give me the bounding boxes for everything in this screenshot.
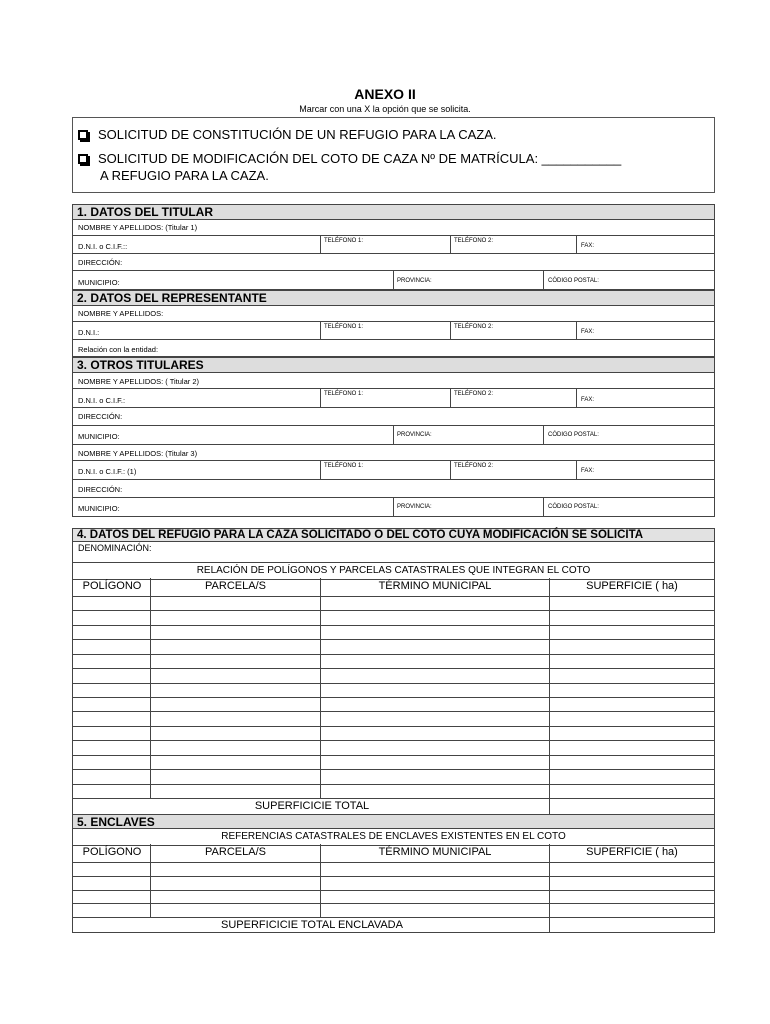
checkbox-icon[interactable] [78,130,88,140]
option-modificacion[interactable] [78,151,621,166]
s4-col-superficie: SUPERFICIE ( ha) [586,580,678,592]
s5-col-parcela: PARCELA/S [205,846,266,858]
table-row-line [72,740,715,741]
s4-relacion-caption: RELACIÓN DE POLÍGONOS Y PARCELAS CATASTRALES QUE INTEGRAN EL COTO [196,565,591,576]
divider [543,271,544,290]
s3-fax2-label: FAX: [581,397,595,403]
s3-cp3-label: CÓDIGO POSTAL: [548,504,599,510]
s2-dni-row[interactable] [72,322,715,340]
column-divider [549,578,550,798]
column-divider [320,844,321,917]
table-row-line [72,784,715,785]
option-line2: A REFUGIO PARA LA CAZA. [100,168,269,183]
divider [450,322,451,340]
page-title: ANEXO II [354,86,416,102]
s1-fax-label: FAX: [581,243,595,249]
s2-nombre-row[interactable] [72,306,715,322]
table-row-line [72,610,715,611]
divider [450,461,451,480]
option-label: SOLICITUD DE CONSTITUCIÓN DE UN REFUGIO PARA LA CAZA. [98,127,497,142]
s4-col-parcela: PARCELA/S [205,580,266,592]
s3-provincia-label: PROVINCIA: [397,432,432,438]
table-row-line [72,683,715,684]
s3-fax3-label: FAX: [581,468,595,474]
column-divider [549,844,550,917]
s3-direccion-label: DIRECCIÓN: [78,412,123,421]
divider [549,917,550,933]
s1-dni-label: D.N.I. o C.I.F.:: [78,242,128,251]
table-row-line [72,711,715,712]
s3-dni2-row[interactable] [72,389,715,408]
s5-col-superficie: SUPERFICIE ( ha) [586,846,678,858]
s2-relacion-row[interactable] [72,340,715,357]
s3-tel1-label: TELÉFONO 1: [324,391,364,397]
s3-provincia3-label: PROVINCIA: [397,504,432,510]
column-divider [150,578,151,798]
s3-direccion-row[interactable] [72,408,715,426]
s2-tel1-label: TELÉFONO 1: [324,324,364,330]
table-row-line [72,798,715,799]
table-row-line [72,769,715,770]
table-row-line [72,917,715,918]
s1-nombre-label: NOMBRE Y APELLIDOS: (Titular 1) [78,223,198,232]
s2-nombre-label: NOMBRE Y APELLIDOS: [78,309,164,318]
divider [450,389,451,408]
divider [320,236,321,254]
divider [320,461,321,480]
table-row-line [72,697,715,698]
divider [576,236,577,254]
s1-direccion-label: DIRECCIÓN: [78,258,123,267]
divider [393,271,394,290]
s1-dni-row[interactable] [72,236,715,254]
divider [576,389,577,408]
s1-direccion-row[interactable] [72,254,715,271]
s2-fax-label: FAX: [581,329,595,335]
table-row-line [72,726,715,727]
column-divider [320,578,321,798]
table-row-line [72,862,715,863]
divider [543,426,544,445]
divider [576,461,577,480]
s1-tel2-label: TELÉFONO 2: [454,238,494,244]
s3-dni3-label: D.N.I. o C.I.F.: (1) [78,467,137,476]
s1-cp-label: CÓDIGO POSTAL: [548,278,599,284]
option-label: SOLICITUD DE MODIFICACIÓN DEL COTO DE CAZA Nº DE MATRÍCULA: ___________ [98,151,622,166]
section-4-header: 4. DATOS DEL REFUGIO PARA LA CAZA SOLICITADO O DEL COTO CUYA MODIFICACIÓN SE SOLICITA [72,528,715,542]
table-row-line [72,890,715,891]
table-row-line [72,755,715,756]
divider [576,322,577,340]
s5-total-label: SUPERFICICIE TOTAL ENCLAVADA [221,919,403,931]
divider [393,426,394,445]
s5-referencias-caption: REFERENCIAS CATASTRALES DE ENCLAVES EXISTENTES EN EL COTO [221,831,566,842]
table-row-line [72,639,715,640]
s3-direccion3-label: DIRECCIÓN: [78,485,123,494]
divider [320,322,321,340]
section-2-header: 2. DATOS DEL REPRESENTANTE [72,290,715,306]
section-5-header: 5. ENCLAVES [73,814,714,829]
s1-provincia-label: PROVINCIA: [397,278,432,284]
s3-nombre3-label: NOMBRE Y APELLIDOS: (Titular 3) [78,449,198,458]
s5-col-termino: TÉRMINO MUNICIPAL [378,846,492,858]
section-1-header: 1. DATOS DEL TITULAR [72,204,715,220]
divider [543,498,544,517]
divider [549,798,550,814]
s1-tel1-label: TELÉFONO 1: [324,238,364,244]
s4-denominacion-label: DENOMINACIÓN: [78,543,152,553]
s3-nombre2-label: NOMBRE Y APELLIDOS: ( Titular 2) [78,377,200,386]
s5-col-poligono: POLÍGONO [82,846,142,858]
s3-municipio3-label: MUNICIPIO: [78,504,120,513]
s4-col-poligono: POLÍGONO [82,580,142,592]
divider [393,498,394,517]
s3-tel2-label: TELÉFONO 2: [454,391,494,397]
s4-total-label: SUPERFICICIE TOTAL [254,800,370,812]
checkbox-icon[interactable] [78,154,88,164]
s2-tel2-label: TELÉFONO 2: [454,324,494,330]
s2-dni-label: D.N.I.: [78,328,100,337]
column-divider [150,844,151,917]
s3-dni3-row[interactable] [72,461,715,480]
divider [320,389,321,408]
section-3-header: 3. OTROS TITULARES [72,357,715,373]
table-row-line [72,625,715,626]
s3-tel1-label-2: TELÉFONO 1: [324,463,364,469]
s2-relacion-label: Relación con la entidad: [78,345,159,354]
s3-cp-label: CÓDIGO POSTAL: [548,432,599,438]
s3-dni2-label: D.N.I. o C.I.F.: [78,396,126,405]
table-row-line [72,903,715,904]
table-row-line [72,596,715,597]
page-subtitle: Marcar con una X la opción que se solicita. [299,104,471,114]
table-row-line [72,654,715,655]
divider [450,236,451,254]
s3-direccion3-row[interactable] [72,480,715,498]
divider [72,562,715,563]
s3-municipio-label: MUNICIPIO: [78,432,120,441]
option-constitucion[interactable] [78,127,496,142]
s1-municipio-label: MUNICIPIO: [78,278,120,287]
s4-col-termino: TÉRMINO MUNICIPAL [378,580,492,592]
table-row-line [72,876,715,877]
s3-tel2-label-2: TELÉFONO 2: [454,463,494,469]
table-row-line [72,668,715,669]
